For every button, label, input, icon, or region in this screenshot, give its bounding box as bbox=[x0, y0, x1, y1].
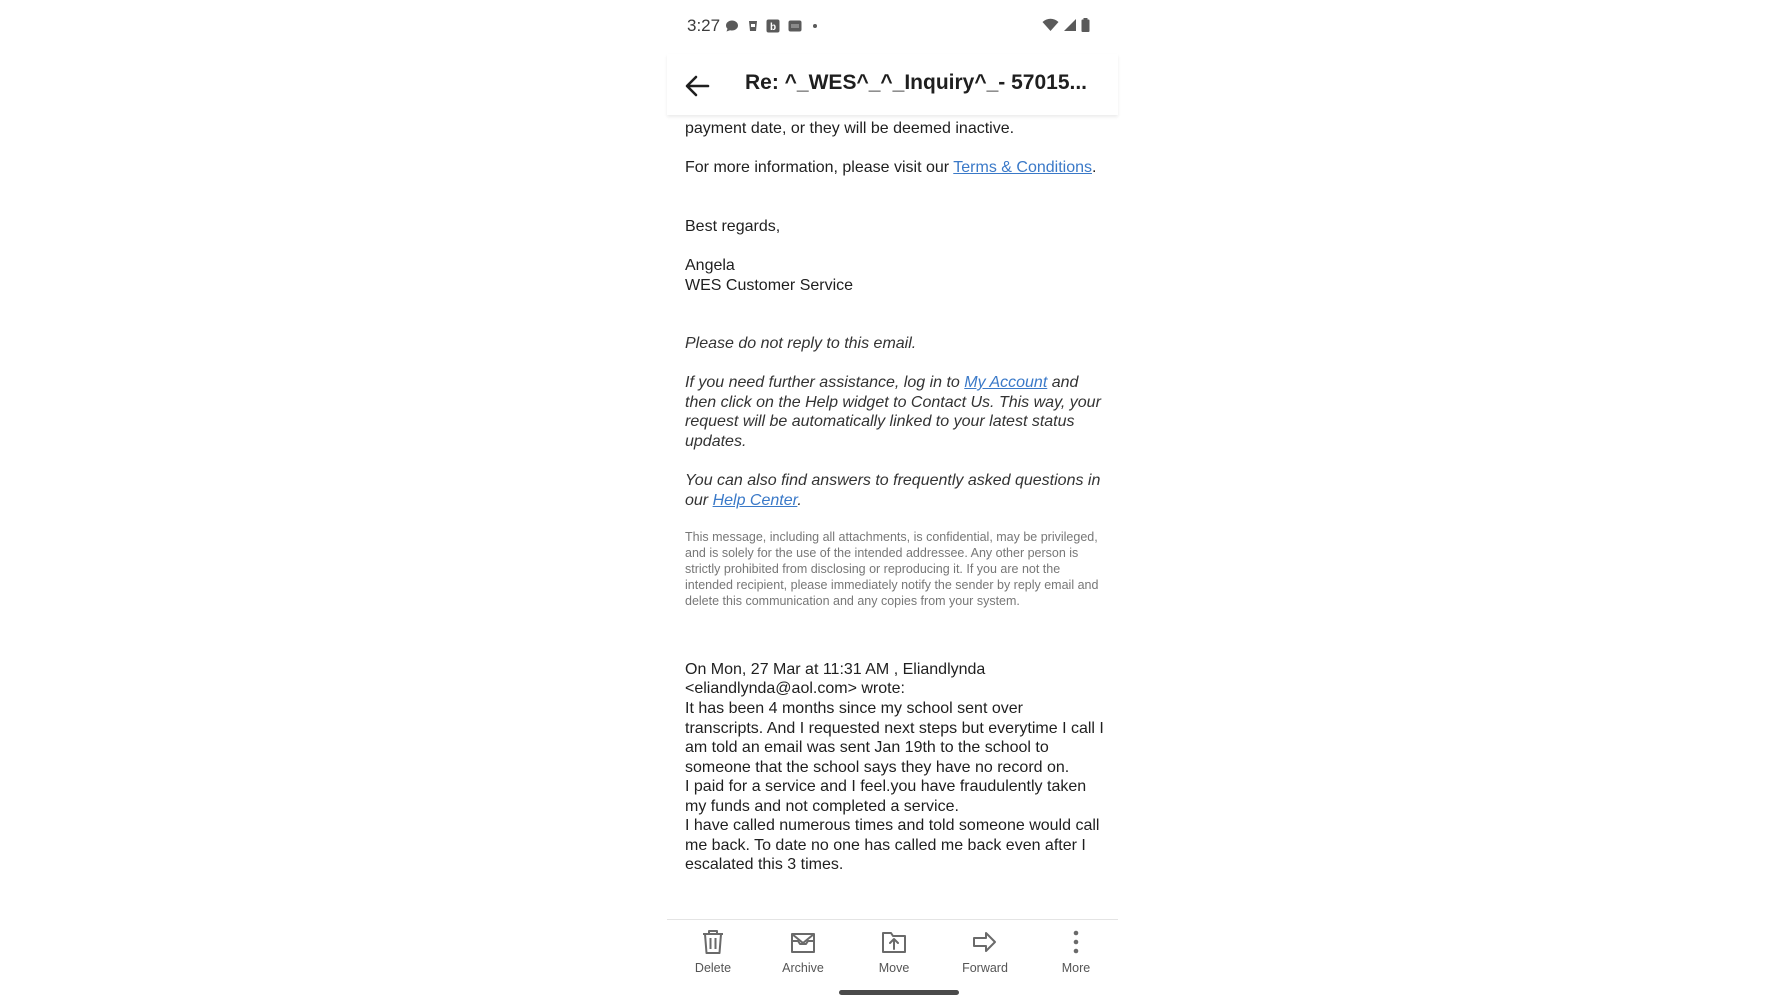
forward-button[interactable] bbox=[950, 928, 1020, 975]
body-line-cutoff: payment date, or they will be deemed inactive. bbox=[685, 120, 1015, 137]
coffee-cup-icon bbox=[746, 19, 760, 33]
archive-button[interactable] bbox=[768, 928, 838, 975]
email-body bbox=[685, 115, 1105, 915]
app-notification-icon bbox=[788, 19, 802, 33]
no-reply-notice: Please do not reply to this email. bbox=[685, 335, 917, 352]
home-indicator[interactable] bbox=[839, 990, 959, 995]
archive-icon bbox=[789, 928, 817, 956]
more-info-paragraph bbox=[685, 158, 1105, 178]
assistance-paragraph bbox=[685, 373, 1105, 451]
more-label: More bbox=[1061, 961, 1091, 975]
quote-header-line-1: On Mon, 27 Mar at 11:31 AM , Eliandlynda bbox=[685, 661, 986, 678]
svg-text:b: b bbox=[769, 22, 777, 33]
archive-label: Archive bbox=[782, 961, 824, 975]
quoted-paragraph-3: I have called numerous times and told someone would call me back. To date no one has called me back even after I escalated this 3 times. bbox=[685, 817, 1100, 873]
more-info-suffix: . bbox=[1091, 159, 1097, 176]
greeting: Best regards, bbox=[685, 218, 781, 235]
help-center-link[interactable]: Help Center bbox=[712, 491, 798, 509]
move-label: Move bbox=[878, 961, 910, 975]
move-button[interactable] bbox=[859, 928, 929, 975]
phone-screen bbox=[667, 0, 1118, 1000]
cell-signal-icon bbox=[1063, 18, 1077, 32]
forward-arrow-icon bbox=[971, 928, 999, 956]
b-app-icon bbox=[766, 19, 780, 33]
faq-suffix: . bbox=[797, 491, 802, 509]
wifi-icon bbox=[1042, 18, 1059, 32]
bottom-action-bar bbox=[667, 919, 1118, 990]
forward-label: Forward bbox=[962, 961, 1008, 975]
back-arrow-icon[interactable] bbox=[681, 70, 713, 102]
status-time: 3:27 bbox=[687, 16, 721, 35]
more-vertical-icon bbox=[1062, 928, 1090, 956]
assistance-text: If you need further assistance, log in to bbox=[685, 374, 965, 391]
trash-icon bbox=[700, 928, 726, 956]
sender-department: WES Customer Service bbox=[685, 277, 854, 294]
status-bar bbox=[667, 0, 1118, 54]
email-header-bar bbox=[667, 54, 1118, 115]
faq-paragraph bbox=[685, 471, 1105, 510]
sender-name: Angela bbox=[685, 257, 735, 274]
quote-header-line-2: <eliandlynda@aol.com> wrote: bbox=[685, 680, 905, 697]
confidentiality-disclaimer: This message, including all attachments, is confidential, may be privileged, and is solely for the use of the intended addressee. Any other person is strictly prohibited from disclosing or reproducing it. If you are not the intended recipient, please immediately notify the sender by reply email and delete this communication and any copies from your system. bbox=[685, 530, 1099, 608]
more-info-text: For more information, please visit our bbox=[685, 159, 954, 176]
assistance-suffix: and then click on the Help widget to Contact Us. This way, your request will be automatically linked to your latest status updates. bbox=[685, 374, 1101, 450]
move-folder-icon bbox=[880, 928, 908, 956]
quoted-paragraph-2: I paid for a service and I feel.you have fraudulently taken my funds and not completed a service. bbox=[685, 778, 1087, 815]
more-button[interactable] bbox=[1041, 928, 1111, 975]
more-notifications-dot-icon bbox=[810, 19, 824, 33]
terms-conditions-link[interactable]: Terms & Conditions bbox=[953, 159, 1092, 176]
delete-button[interactable] bbox=[678, 928, 748, 975]
delete-label: Delete bbox=[694, 961, 732, 975]
email-subject: Re: ^_WES^_^_Inquiry^_- 57015... bbox=[745, 71, 1088, 94]
status-indicators bbox=[1042, 18, 1090, 32]
chat-bubble-icon bbox=[725, 19, 739, 33]
my-account-link[interactable]: My Account bbox=[964, 374, 1048, 391]
faq-text: You can also find answers to frequently asked questions in our bbox=[685, 472, 1101, 509]
battery-icon bbox=[1081, 18, 1090, 32]
quoted-paragraph-1: It has been 4 months since my school sent over transcripts. And I requested next steps but everytime I call I am told an email was sent Jan 19th to the school to someone that the school says they have no record on. bbox=[685, 700, 1104, 776]
